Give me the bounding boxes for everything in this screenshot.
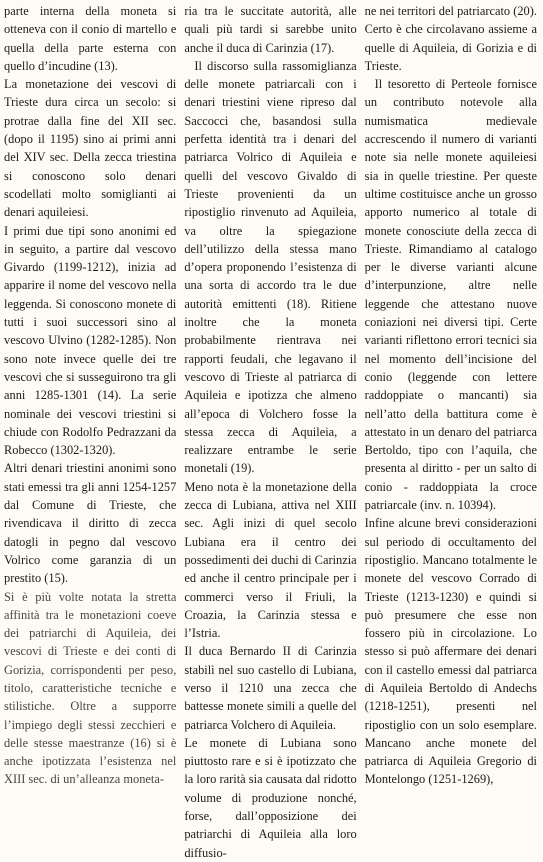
paragraph: Meno nota è la monetazione della zecca di Lubiana, attiva nel XIII sec. Agli inizi di quel secolo Lubiana era il centro dei possedimenti dei duchi di Carinzia ed anche il centro principale per i commerci verso il Friuli, la Croazia, la Carinzia stessa e l’Istria. [184,479,357,641]
paragraph: Il discorso sulla rassomiglianza delle monete patriarcali con i denari triestini viene ripreso dal Saccocci che, basandosi sulla perfetta identità tra i denari del patriarca Volrico di Aquileia e quelli del vescovo Givaldo di Trieste provenienti da un ripostiglio rinvenuto ad Aquileia, va oltre la spiegazione dell’utilizzo della stessa mano d’opera proponendo l’esistenza di una sorta di accordo tra le due autorità emittenti (18). Ritiene inoltre che la moneta probabilmente rientrava nei rapporti feudali, che legavano il vescovo di Trieste al patriarca di Aquileia e ipotizza che almeno all’epoca di Volchero fosse la stessa zecca di Aquileia, a realizzare entrambe le serie monetali (19). [184,58,357,476]
paragraph: Il tesoretto di Perteole fornisce un contributo notevole alla numismatica medievale accrescendo il numero di varianti note sia nelle monete aquileiesi sia in quelle triestine. Per queste ultime costituisce anche un grosso apporto numerico al totale di monete conosciute della zecca di Trieste. Rimandiamo al catalogo per le diverse varianti alcune d’interpunzione, altre nelle leggende che attestano nuove coniazioni nei diversi tipi. Certe varianti riflettono errori tecnici sia nel momento dell’incisione del conio (leggende con lettere raddoppiate o mancanti) sia nell’atto della battitura come è attestato in un denaro del patriarca Bertoldo, tipo con l’aquila, che presenta al diritto - per un salto di conio - raddoppiata la croce patriarcale (inv. n. 10394). [364,77,537,513]
paragraph: Le monete di Lubiana sono piuttosto rare e si è ipotizzato che la loro rarità sia causata dal ridotto volume di produzione nonché, forse, dall’opposizione dei patriarchi di Aquileia alla loro diffusio- [184,735,357,860]
paragraph: ria tra le succitate autorità, alle quali più tardi si sarebbe unito anche il duca di Carinzia (17). [184,4,357,55]
paragraph: ne nei territori del patriarcato (20). Certo è che circolavano assieme a quelle di Aquileia, di Gorizia e di Trieste. [364,4,537,73]
paragraph: Altri denari triestini anonimi sono stati emessi tra gli anni 1254-1257 dal Comune di Trieste, che rivendicava il diritto di zecca datogli in pegno dal vescovo Volrico come garanzia di un prestito (15). [4,461,177,586]
paragraph: I primi due tipi sono anonimi ed in seguito, a partire dal vescovo Givardo (1199-1212), inizia ad apparire il nome del vescovo nella leggenda. Si conoscono monete di tutti i suoi successori sino al vescovo Ulvino (1282-1285). Non sono note invece quelle dei tre vescovi che si susseguirono tra gli anni 1285-1301 (14). La serie nominale dei vescovi triestini si chiude con Rodolfo Pedrazzani da Robecco (1302-1320). [4,223,177,458]
text-column-middle [184,2,357,860]
paragraph: La monetazione dei vescovi di Trieste dura circa un secolo: si protrae dalla fine del XII sec. (dopo il 1195) sino ai primi anni del XIV sec. Della zecca triestina si conoscono solo denari scodellati molto somiglianti ai denari aquileiesi. [4,77,177,220]
paragraph: Infine alcune brevi considerazioni sul periodo di occultamento del ripostiglio. Mancano totalmente le monete del vescovo Corrado di Trieste (1213-1230) e quindi si può presumere che esse non fossero più in circolazione. Lo stesso si può affermare dei denari con il castello emessi dal patriarca di Aquileia Bertoldo di Andechs (1218-1251), presenti nel ripostiglio con un solo esemplare. Mancano anche monete del patriarca di Aquileia Gregorio di Montelongo (1251-1269), [364,516,537,787]
text-column-left [4,2,177,787]
paragraph: Si è più volte notata la stretta affinità tra le monetazioni coeve dei patriarchi di Aquileia, dei vescovi di Trieste e dei conti di Gorizia, corrispondenti per peso, titolo, caratteristiche tecniche e stilistiche. Oltre a supporre l’impiego degli stessi zecchieri e delle stesse maestranze (16) si è anche ipotizzata l’esistenza nel XIII sec. di un’alleanza moneta- [4,589,177,787]
text-column-right [364,2,537,787]
paragraph: parte interna della moneta si otteneva con il conio di martello e quella della parte esterna con quello d’incudine (13). [4,4,177,73]
paragraph: Il duca Bernardo II di Carinzia stabilì nel suo castello di Lubiana, verso il 1210 una zecca che battesse monete simili a quelle del patriarca Volchero di Aquileia. [184,644,357,732]
